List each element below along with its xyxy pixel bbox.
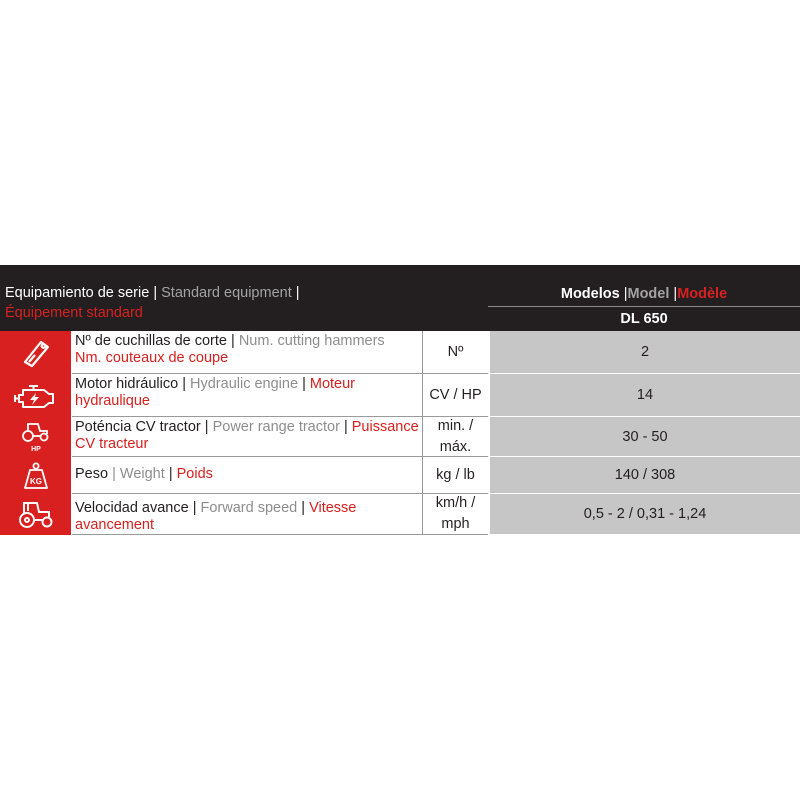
- table-row: [0, 417, 800, 457]
- row-value: 2: [489, 331, 800, 374]
- label-fr: Nm. couteaux de coupe: [75, 350, 229, 366]
- separator: |: [673, 286, 678, 302]
- icon-text: KG: [29, 476, 42, 486]
- row-unit: CV / HP: [423, 374, 488, 417]
- spec-table: [0, 265, 800, 535]
- label-fr: Poids: [176, 466, 213, 482]
- separator: |: [192, 500, 197, 516]
- models-label-es: Modelos: [560, 286, 620, 302]
- label-es: Peso: [75, 466, 109, 482]
- label-es: Nº de cuchillas de corte: [75, 333, 227, 349]
- separator: |: [153, 285, 158, 301]
- label-en: Power range tractor: [212, 419, 340, 435]
- models-label-fr: Modèle: [677, 286, 728, 302]
- equipment-label-en: Standard equipment: [161, 285, 292, 301]
- table-row: [0, 374, 800, 417]
- cutting-hammer-icon: [19, 336, 53, 370]
- row-unit: Nº: [423, 331, 488, 374]
- separator: |: [301, 500, 306, 516]
- row-value: 140 / 308: [489, 457, 800, 494]
- separator: |: [343, 419, 348, 435]
- equipment-label-fr: Équipement standard: [5, 305, 143, 321]
- table-row: [0, 457, 800, 494]
- separator: |: [231, 333, 235, 349]
- model-name: DL 650: [620, 311, 668, 327]
- row-icon-cell: [0, 494, 72, 535]
- label-fr: Puissance CV tracteur: [75, 419, 419, 452]
- row-icon-cell: [0, 417, 72, 457]
- row-unit: km/h / mph: [423, 494, 488, 535]
- label-en: Forward speed: [200, 500, 298, 516]
- label-es: Velocidad avance: [75, 500, 189, 516]
- label-es: Motor hidráulico: [75, 376, 179, 392]
- separator: |: [182, 376, 186, 392]
- label-en: Hydraulic engine: [190, 376, 299, 392]
- header-divider: [488, 306, 800, 307]
- row-unit: kg / lb: [423, 457, 488, 494]
- table-header: [0, 265, 800, 331]
- label-es: Poténcia CV tractor: [75, 419, 201, 435]
- equipment-heading: [5, 283, 485, 323]
- models-label-en: Model: [627, 286, 670, 302]
- separator: |: [204, 419, 209, 435]
- row-description: [72, 331, 423, 374]
- row-icon-cell: [0, 331, 72, 374]
- models-heading: [488, 282, 800, 306]
- label-en: Num. cutting hammers: [238, 333, 385, 349]
- separator: |: [623, 286, 628, 302]
- row-value: 30 - 50: [489, 417, 800, 457]
- row-description: [72, 374, 423, 417]
- row-description: [72, 417, 423, 457]
- tractor-hp-icon: [19, 421, 53, 453]
- equipment-label-es: Equipamiento de serie: [5, 285, 150, 301]
- row-value: 0,5 - 2 / 0,31 - 1,24: [489, 494, 800, 535]
- table-row: [0, 331, 800, 374]
- label-fr: Moteur hydraulique: [75, 376, 356, 409]
- row-value: 14: [489, 374, 800, 417]
- row-unit: min. / máx.: [423, 417, 488, 457]
- separator: |: [295, 285, 300, 301]
- table-row: [0, 494, 800, 535]
- row-description: [72, 457, 423, 494]
- hydraulic-engine-icon: [14, 381, 58, 411]
- separator: |: [302, 376, 306, 392]
- weight-kg-icon: [21, 461, 51, 491]
- row-icon-cell: [0, 374, 72, 417]
- row-icon-cell: [0, 457, 72, 494]
- label-fr: Vitesse avancement: [75, 500, 357, 533]
- icon-text: HP: [30, 446, 41, 453]
- separator: |: [112, 466, 116, 482]
- row-description: [72, 494, 423, 535]
- separator: |: [168, 466, 173, 482]
- tractor-speed-icon: [16, 499, 56, 531]
- label-en: Weight: [119, 466, 165, 482]
